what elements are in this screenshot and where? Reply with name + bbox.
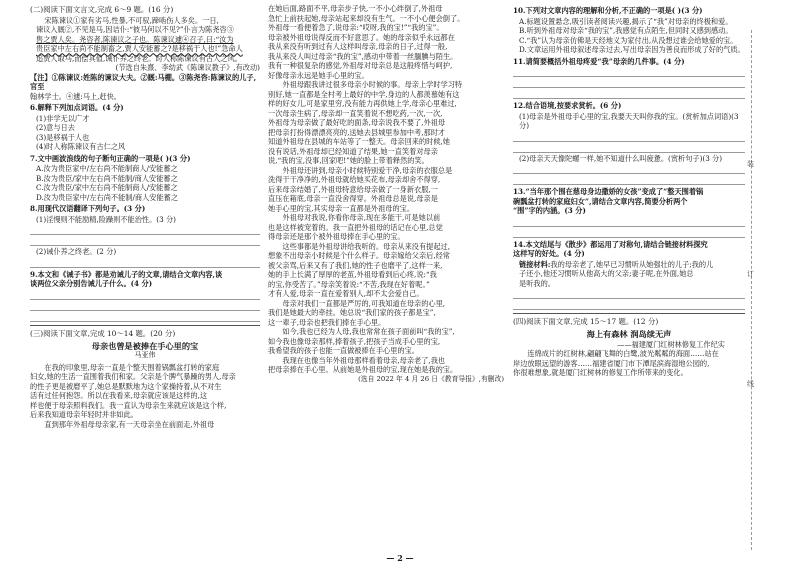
article-line: 这些事都是外祖母讲给我听的。母亲从来没有提起过,: [282, 241, 450, 251]
article-line: 一次母亲生病了,母亲却一直笑着说不想吃药,一次,一次,: [268, 108, 443, 118]
article-line: 样也便于母亲照料我们。我一直认为母亲生来就应该是这个样,: [30, 400, 227, 410]
q10-option: D.文章运用外祖母叙述母亲过去,写出母亲因为善良而形成了好的气质。: [519, 45, 745, 54]
column-right: [513, 4, 745, 378]
q6-item: (3)是移祸于人也: [36, 132, 90, 142]
article-line: 我从来没人叫过母亲“我的宝”,感动中带着一丝腼腆与陌生。: [268, 51, 458, 61]
article-line: 急忙上前扶起她,母亲站起来却没有生气。一不小心便会倒了。: [268, 13, 465, 23]
article-line: 我希望我的孩子也能一直做被捧在手心里的宝。: [268, 346, 419, 355]
classical-line: 贵臣家中左右尚不能制畜之,贾人安能蓄之?是移祸于人也!”急命人: [36, 44, 243, 54]
page-number: — 2 —: [386, 553, 414, 563]
answer-line[interactable]: [513, 132, 745, 142]
question-12: 12.结合语境,按要求赏析。(6 分): [513, 101, 622, 110]
article-line: 她的手上长满了厚厚的老茧,外祖母看到后心疼,说:“我: [268, 270, 437, 279]
article-line: 把母亲捧在手心里。从前她是外祖母的宝,现在她是我的宝。: [268, 365, 458, 374]
question-8: 8.用现代汉语翻译下列句子。(3 分): [30, 204, 146, 214]
binding-line: [751, 30, 752, 550]
q10-option: B.听到外祖母对母亲“我的宝”,我感觉有点陌生,但同时又感到感动。: [519, 26, 733, 35]
article-line: 被父亲骂,后来又有了我们,她的性子也磨平了,这样一来,: [268, 260, 443, 270]
note-line: 翰林学士。④遽:马上,赶快。: [30, 91, 121, 101]
q6-item: (2)意与日去: [36, 123, 75, 133]
article-line: 她手心里的宝,其实母亲一直都是外祖母的宝。: [268, 203, 415, 213]
section-3-header: (三)阅读下面文章,完成 10～14 题。(20 分): [30, 328, 176, 338]
article-line: 的性子更是被磨平了,她总是默默地为这个家操持着,从不对生: [30, 381, 222, 391]
answer-line[interactable]: [30, 225, 260, 235]
link-material: [513, 260, 745, 289]
article-line: 母亲被外祖母说得反而不好意思了。她的母亲似乎永远都在: [268, 32, 455, 42]
q7-option: A.汝为贵臣家中/左右尚不能制商人/安能蓄之: [36, 164, 178, 174]
q9-line: 9.本文和《诫子书》都是劝诫儿子的文章,请结合文章内容,谈: [30, 269, 223, 279]
link-text-line: 是听我的。: [519, 278, 555, 288]
q12-item: (1)母亲是外祖母手心里的宝,我要天天叫你我的宝。(赏析加点词语)(3 分): [519, 111, 739, 130]
q10-option: C.“我”认为母亲仿佛是天经地义为家付出,从没想过谁会给她爱的宝。: [519, 35, 738, 45]
article-line: 想象不出母亲小时候是个什么样子。母亲嫁给父亲后,经常: [268, 251, 450, 260]
article-source: (选自 2022 年 4 月 26 日《教育导报》,有删改): [358, 374, 504, 383]
binding-mark: 订: [747, 270, 754, 278]
binding-mark: 装: [747, 160, 754, 168]
answer-line[interactable]: [30, 236, 260, 246]
section-2-header: (二)阅读下面文言文,完成 6～9 题。(16 分): [30, 5, 174, 14]
article-line: 外祖母对我说,你看你母亲,现在多能干,可是她以前: [282, 213, 441, 222]
question-6: 6.解释下列加点词语。(4 分): [30, 103, 124, 113]
article-line: 把母亲打扮得漂漂亮亮的,送她去县城里参加中考,那时才: [268, 127, 446, 137]
article-line: 外祖母还讲到,母亲小时候特别爱干净,母亲的衣服总是: [282, 165, 453, 175]
article-line: 的宝,你受苦了。”母亲笑着说:“不苦,我现在好着呢。”: [268, 279, 430, 289]
article-line: 外祖母为母亲做了最好吃的面条,母亲说我不要了,外祖母: [268, 118, 446, 127]
q12-item: (2)母亲天天像陀螺一样,她不知道什么叫疲惫。(赏析句子)(3 分): [519, 153, 723, 163]
article-line: 如今,我也已经为人母,我也常常在孩子面前叫“我的宝”,: [282, 327, 455, 336]
q10-option: A.标题设置悬念,吸引读者阅读兴趣,揭示了“我”对母亲的终极和爱。: [519, 16, 733, 26]
section-4-title: 海上有森林 润岛续无声: [586, 328, 672, 339]
article-line: 你很难想象,就是厦门红树林的修复工作所带来的变化。: [513, 368, 688, 378]
answer-line[interactable]: [513, 228, 745, 238]
question-7: 7.文中画波浪线的句子断句正确的一项是( )(3 分): [30, 153, 191, 163]
article-line: 我们是她最大的牵挂。她总说“我们家的孩子都是宝”,: [268, 308, 436, 317]
classical-line: 宋陈谏议①家有劣马,性暴,不可驭,蹄啮伤人多矣。一日,: [44, 15, 219, 25]
article-line: 样的好女儿,可是家里穷,没有能力再供她上学,母亲心里难过,: [268, 99, 457, 108]
article-line: 活有过任何抱怨。所以在我看来,母亲就应该是这样的,这: [30, 391, 208, 401]
classical-source: (节选自朱熹、李幼武《陈谏议教子》,有改动): [115, 63, 260, 73]
answer-line[interactable]: [30, 258, 260, 268]
q8-item: (2)诫仆养之终老。(2 分): [36, 247, 117, 257]
answer-line[interactable]: [513, 67, 745, 77]
article-line: 在她后面,路面不平,母亲步子快,一不小心绊倒了,外祖母: [268, 4, 443, 13]
classical-line: 售之贾人矣。尧咨者,陈谏议之子也。陈谏议遽④召子,曰:“汝为: [36, 34, 234, 44]
q7-option: B.汝为贵臣/家中左右尚不能制/商人安能蓄之: [36, 173, 178, 183]
answer-line[interactable]: [513, 143, 745, 153]
article-line: 直压在箱底,母亲一直没舍得穿。外祖母总是说,母亲是: [268, 194, 438, 203]
article-line: 得母亲还是那个被外祖母捧在手心里的宝。: [268, 232, 405, 241]
q7-option: C.汝为贵臣/家中左右尚不能制商人/安能蓄之: [36, 183, 178, 193]
article-line: 才有人爱,母亲一直在爱着别人,却不太会爱自己。: [268, 289, 424, 298]
q6-item: (4)时人称陈谏议有古仁之风: [36, 142, 126, 152]
classical-line: 追贾人取马,而偿其值,诫仆养之终老。时人称陈谏议有古人之风。: [36, 53, 242, 63]
article-line: 洗得干干净净的,外祖母就给她买花布,母亲却舍不得穿,: [268, 175, 441, 184]
article-author: 马亚伟: [134, 351, 156, 360]
article-line: 外祖母跟我讲过很多母亲小时候的事。母亲上学时学习特: [282, 80, 463, 89]
answer-line[interactable]: [513, 217, 745, 227]
article-line: 别好,她一直都是全村考上最好的中学,身边的人都羡慕她有这: [268, 89, 460, 99]
q13-line: “围”字的内涵。(3 分): [513, 206, 586, 215]
question-10: 10.下列对文章内容的理解和分析,不正确的一项是( )(3 分): [513, 6, 703, 15]
answer-line[interactable]: [30, 312, 260, 322]
article-line: 没有说话,外祖母却已经知道了结果,她一直笑着对母亲: [268, 146, 438, 156]
answer-line[interactable]: [513, 78, 745, 88]
link-label: 链接材料:: [519, 259, 551, 269]
article-line: 母亲对我们一直都是严厉的,可我知道在母亲的心里,: [282, 298, 446, 308]
section-3: [30, 325, 260, 429]
notes: [30, 73, 260, 102]
article-line: 好像母亲永远是她手心里的宝。: [268, 70, 369, 80]
article-line: 后来母亲结婚了,外祖母特意给母亲做了一身新衣服,一: [268, 184, 438, 194]
q8-item: (1)淫慢则不能励精,险躁则不能治性。(3 分): [36, 214, 176, 224]
section-4-header: (四)阅读下面文章,完成 15～17 题。(12 分): [513, 317, 659, 326]
question-9: [30, 270, 260, 289]
article-title: 母亲也曾是被捧在手心里的宝: [91, 340, 199, 351]
q13-line: 13.“当年那个围在慈母身边撒娇的女孩”变成了“整天围着锅: [513, 187, 704, 196]
article-line: 也是这样被宠着的。我一直把外祖母的话记在心里,总觉: [268, 222, 443, 232]
article-line: 说,“我的宝,没事,回家吧!”她的脸上带着释然的笑。: [268, 156, 429, 165]
answer-line[interactable]: [513, 289, 745, 299]
article-line: 妇女,她的生活一直围着我们和家。父亲是个脾气暴躁的男人,母亲: [30, 372, 236, 382]
article-line: 我现在也像当年外祖母那样看着母亲,母亲老了,我也: [282, 355, 446, 365]
q7-option: D.汝为贵臣家中/左右尚不能制/商人安能蓄之: [36, 192, 179, 202]
answer-line[interactable]: [30, 301, 260, 311]
question-11: 11.请简要概括外祖母疼爱“我”母亲的几件事。(4 分): [513, 56, 685, 66]
section-4-subtitle: ——福建厦门红树林修复工作纪实: [617, 339, 725, 349]
classical-text: [30, 16, 260, 64]
answer-line[interactable]: [513, 89, 745, 99]
answer-line[interactable]: [513, 300, 745, 310]
q9-line: 谈两位父亲分别告诫儿子什么。(4 分): [30, 279, 153, 289]
section-4: [513, 313, 745, 378]
answer-line[interactable]: [30, 290, 260, 300]
article-line: 后来我知道母亲年轻时并非如此。: [30, 410, 138, 420]
answer-line[interactable]: [513, 175, 745, 185]
link-text-line: 子还小,他还习惯听从他高大的父亲;妻子呢,在外面,她总: [519, 269, 694, 278]
question-13: [513, 187, 745, 216]
column-middle: [268, 4, 504, 383]
note-line: 【注】①陈谏议:姓陈的谏议大夫。②厩:马棚。③陈尧咨:陈谏议的儿子,官至: [30, 72, 257, 92]
classical-line: 谏议入厩②,不见是马,因诘仆:“彼马何以不见?”仆言为陈尧咨③: [36, 25, 234, 35]
binding-mark: 线: [747, 380, 754, 388]
article-line: 如今我也像母亲那样,捧着孩子,把孩子当成手心里的宝,: [268, 336, 441, 346]
article-line: 外祖母一看便着急了,说母亲:“哎呀,我的宝!”“我的宝”。: [268, 23, 444, 32]
question-14: [513, 240, 745, 259]
link-text-line: 我的母亲老了,她早已习惯听从她强壮的儿子;我的儿: [550, 259, 714, 269]
answer-line[interactable]: [513, 164, 745, 174]
q13-line: 碗瓢盆打转的家庭妇女”,请结合文章内容,简要分析两个: [513, 196, 688, 206]
article-line: 这一辈子,母亲也把我们捧在手心里。: [268, 317, 386, 327]
article-line: 连绵成片的红树林,翩翩飞舞的白鹭,波光粼粼的海面……站在: [527, 349, 719, 359]
q14-line: 这样写的好处。(4 分): [513, 249, 585, 258]
article-line: 在我的印象里,母亲一直是个整天围着锅瓢盆打转的家庭: [44, 362, 220, 372]
q14-line: 14.本文结尾与《散步》都运用了对称句,请结合链接材料探究: [513, 239, 708, 249]
column-left: [30, 4, 260, 429]
article-line: 直到那年外祖母母亲家,有一天母亲坐在前面走,外祖母: [44, 419, 215, 429]
article-line: 我从来没有听到过有人这样叫母亲,母亲的日子,过得一般,: [268, 42, 448, 51]
article-line: 我有一种很复杂的感觉,外祖母对母亲总是这般疼惜与呵护,: [268, 61, 453, 70]
article-line: 岸边放眼远望的游客……福建省厦门市下潭尾滨海湿地公园的,: [513, 358, 710, 368]
article-line: 知道外祖母在县城的车站等了一整天。母亲回来的时候,她: [268, 137, 450, 146]
q6-item: (1)非学无以广才: [36, 113, 90, 123]
